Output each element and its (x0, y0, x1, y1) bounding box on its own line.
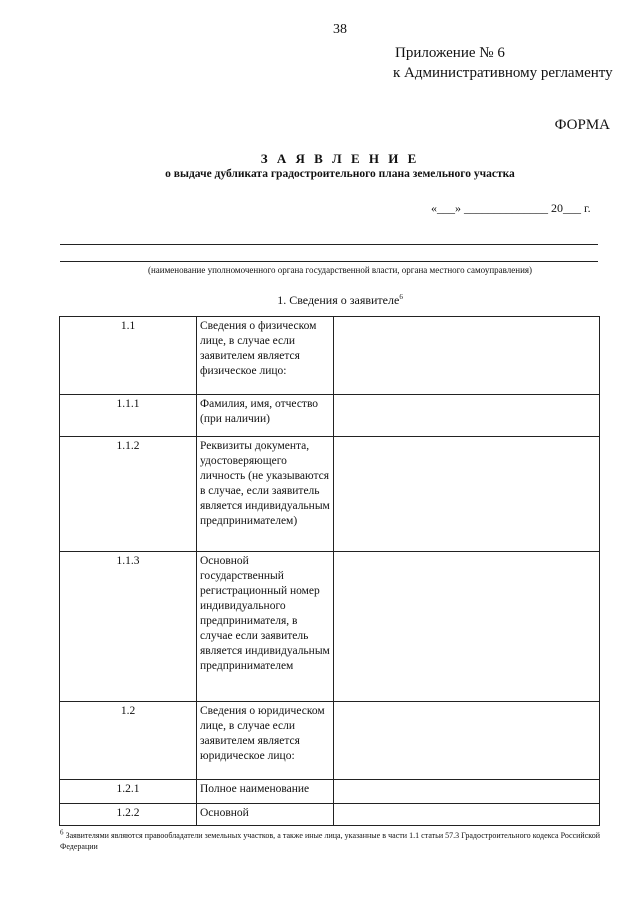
footnote-separator (60, 825, 167, 826)
authority-blank-line-1[interactable] (60, 244, 598, 245)
section-footnote-mark: 6 (399, 293, 403, 301)
row-number: 1.1.1 (60, 395, 197, 437)
appendix-title: Приложение № 6 (395, 45, 505, 61)
date-field[interactable]: «___» ______________ 20___ г. (431, 201, 591, 215)
row-value-field[interactable] (334, 395, 600, 437)
table-row (60, 317, 600, 395)
table-row (60, 552, 600, 702)
table-row (60, 437, 600, 552)
authority-blank-line-2[interactable] (60, 261, 598, 262)
row-label: Полное наименование (197, 780, 334, 804)
row-label: Сведения о юридическом лице, в случае если заявителем является юридическое лицо: (197, 702, 334, 780)
row-value-field[interactable] (334, 702, 600, 780)
row-value-field[interactable] (334, 317, 600, 395)
row-value-field[interactable] (334, 552, 600, 702)
document-title: З А Я В Л Е Н И Е (260, 151, 420, 166)
table-row (60, 702, 600, 780)
row-number: 1.1.3 (60, 552, 197, 702)
section-heading (0, 293, 640, 308)
row-number: 1.1.2 (60, 437, 197, 552)
row-label: Фамилия, имя, отчество (при наличии) (197, 395, 334, 437)
authority-caption: (наименование уполномоченного органа государственной власти, органа местного самоуправления) (147, 265, 533, 275)
appendix-reference: к Административному регламенту (393, 65, 613, 81)
table-row (60, 780, 600, 804)
row-number: 1.2.2 (60, 804, 197, 826)
table-row (60, 395, 600, 437)
row-label: Основной (197, 804, 334, 826)
section-heading-text: 1. Сведения о заявителе (277, 293, 400, 307)
row-label: Реквизиты документа, удостоверяющего личность (не указываются в случае, если заявитель является индивидуальным предпринимателем) (197, 437, 334, 552)
row-value-field[interactable] (334, 780, 600, 804)
footnote-mark: 6 (60, 828, 64, 837)
page-number: 38 (333, 22, 347, 37)
table-row (60, 804, 600, 826)
applicant-info-table (59, 316, 600, 826)
form-label: ФОРМА (554, 117, 610, 133)
footnote (60, 830, 600, 852)
row-value-field[interactable] (334, 437, 600, 552)
row-number: 1.2.1 (60, 780, 197, 804)
row-number: 1.2 (60, 702, 197, 780)
row-label: Сведения о физическом лице, в случае если заявителем является физическое лицо: (197, 317, 334, 395)
document-subtitle: о выдаче дубликата градостроительного плана земельного участка (165, 168, 515, 180)
row-number: 1.1 (60, 317, 197, 395)
footnote-text: Заявителями являются правообладатели земельных участков, а также иные лица, указанные в части 1.1 статьи 57.3 Градостроительного кодекса Российской Федерации (60, 831, 601, 851)
row-label: Основной государственный регистрационный номер индивидуального предпринимателя, в случае если заявитель является индивидуальным предпринимателем (197, 552, 334, 702)
row-value-field[interactable] (334, 804, 600, 826)
